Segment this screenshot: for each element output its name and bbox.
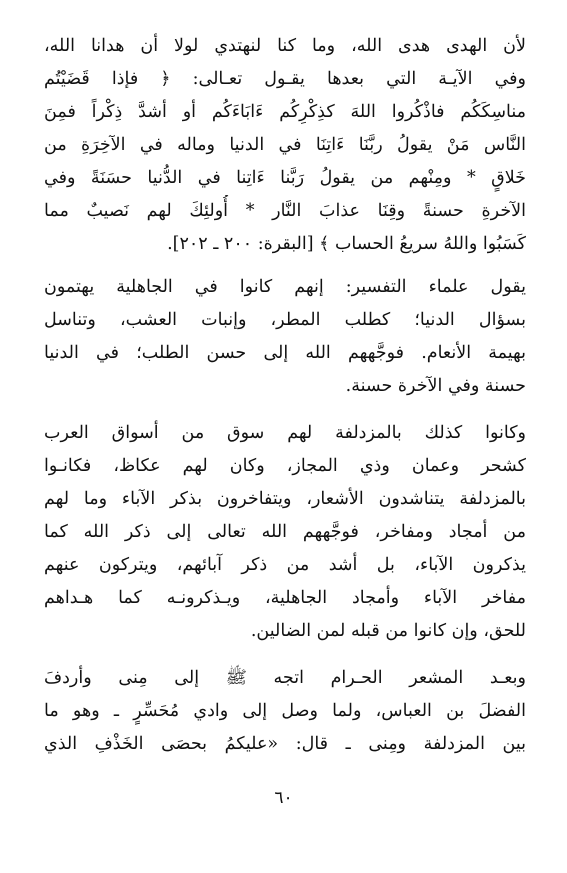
text-line: بين المزدلفة ومِنى ـ قال: «عليكمُ بحصَى الخَذْفِ الذي [44, 734, 526, 754]
paragraph-mash-ar-haram [44, 662, 526, 761]
text-line: وبعـد المشعر الحـرام اتجه ﷺ إلى مِنى وأردفَ [44, 668, 526, 688]
text-line: يقول علماء التفسير: إنهم كانوا في الجاهلية يهتمون [44, 277, 526, 297]
text-line: كشحر وعمان وذي المجاز، وكان لهم عكاظ، فكانـوا [44, 456, 526, 476]
text-line: بسؤال الدنيا؛ كطلب المطر، وإنبات العشب، وتناسل [44, 310, 526, 330]
text-line: الآخرةِ حسنةً وقِنَا عذابَ النَّار * أُولئِكَ لهم نَصيبٌ مما [44, 201, 526, 221]
page-body [44, 30, 526, 761]
text-line: حسنة وفي الآخرة حسنة. [345, 376, 526, 396]
paragraph-spacer [44, 261, 526, 271]
paragraph-spacer [44, 403, 526, 417]
paragraph-quran-verse [44, 30, 526, 261]
text-line: للحق، وإن كانوا من قبله لمن الضالين. [250, 621, 526, 641]
text-line: مفاخر الآباء وأمجاد الجاهلية، ويـذكرونـه كما هـداهم [44, 588, 526, 608]
text-line: وفي الآيـة التي بعدها يقـول تعـالى: ﴿ فإذا قَضَيْتُم [44, 69, 526, 89]
page-number: ٦٠ [274, 788, 293, 808]
text-line: لأن الهدى هدى الله، وما كنا لنهتدي لولا أن هدانا الله، [44, 36, 526, 56]
text-line: من أمجاد ومفاخر، فوجَّههم الله تعالى إلى ذكر الله كما [44, 522, 526, 542]
text-line: كَسَبُوا واللهُ سريعُ الحساب ﴾ [البقرة: ٢٠٠ ـ ٢٠٢]. [167, 234, 526, 254]
paragraph-spacer [44, 648, 526, 662]
text-line: بالمزدلفة يتناشدون الأشعار، ويتفاخرون بذكر الآباء وما لهم [44, 489, 526, 509]
text-line: بهيمة الأنعام. فوجَّههم الله إلى حسن الطلب؛ في الدنيا [44, 343, 526, 363]
paragraph-tafsir [44, 271, 526, 403]
text-line: الفضلَ بن العباس، ولما وصل إلى وادي مُحَسِّرٍ ـ وهو ما [44, 701, 526, 721]
paragraph-muzdalifah-market [44, 417, 526, 648]
text-line: مناسِكَكُم فاذْكُروا اللهَ كذِكْرِكُم ءَابَاءَكُم أو أشدَّ ذِكْراً فمِنَ [44, 102, 526, 122]
text-line: وكانوا كذلك بالمزدلفة لهم سوق من أسواق العرب [44, 423, 526, 443]
text-line: النَّاس مَنْ يقولُ ربَّنَا ءَاتِنَا في الدنيا وماله في الآخِرَةِ من [44, 135, 526, 155]
text-line: خَلاقٍ * ومِنْهم من يقولُ رَبَّنا ءَاتِنا في الدُّنيا حسَنَةً وفي [44, 168, 526, 188]
text-line: يذكرون الآباء، بل أشد من ذكر آبائهم، ويتركون عنهم [44, 555, 526, 575]
